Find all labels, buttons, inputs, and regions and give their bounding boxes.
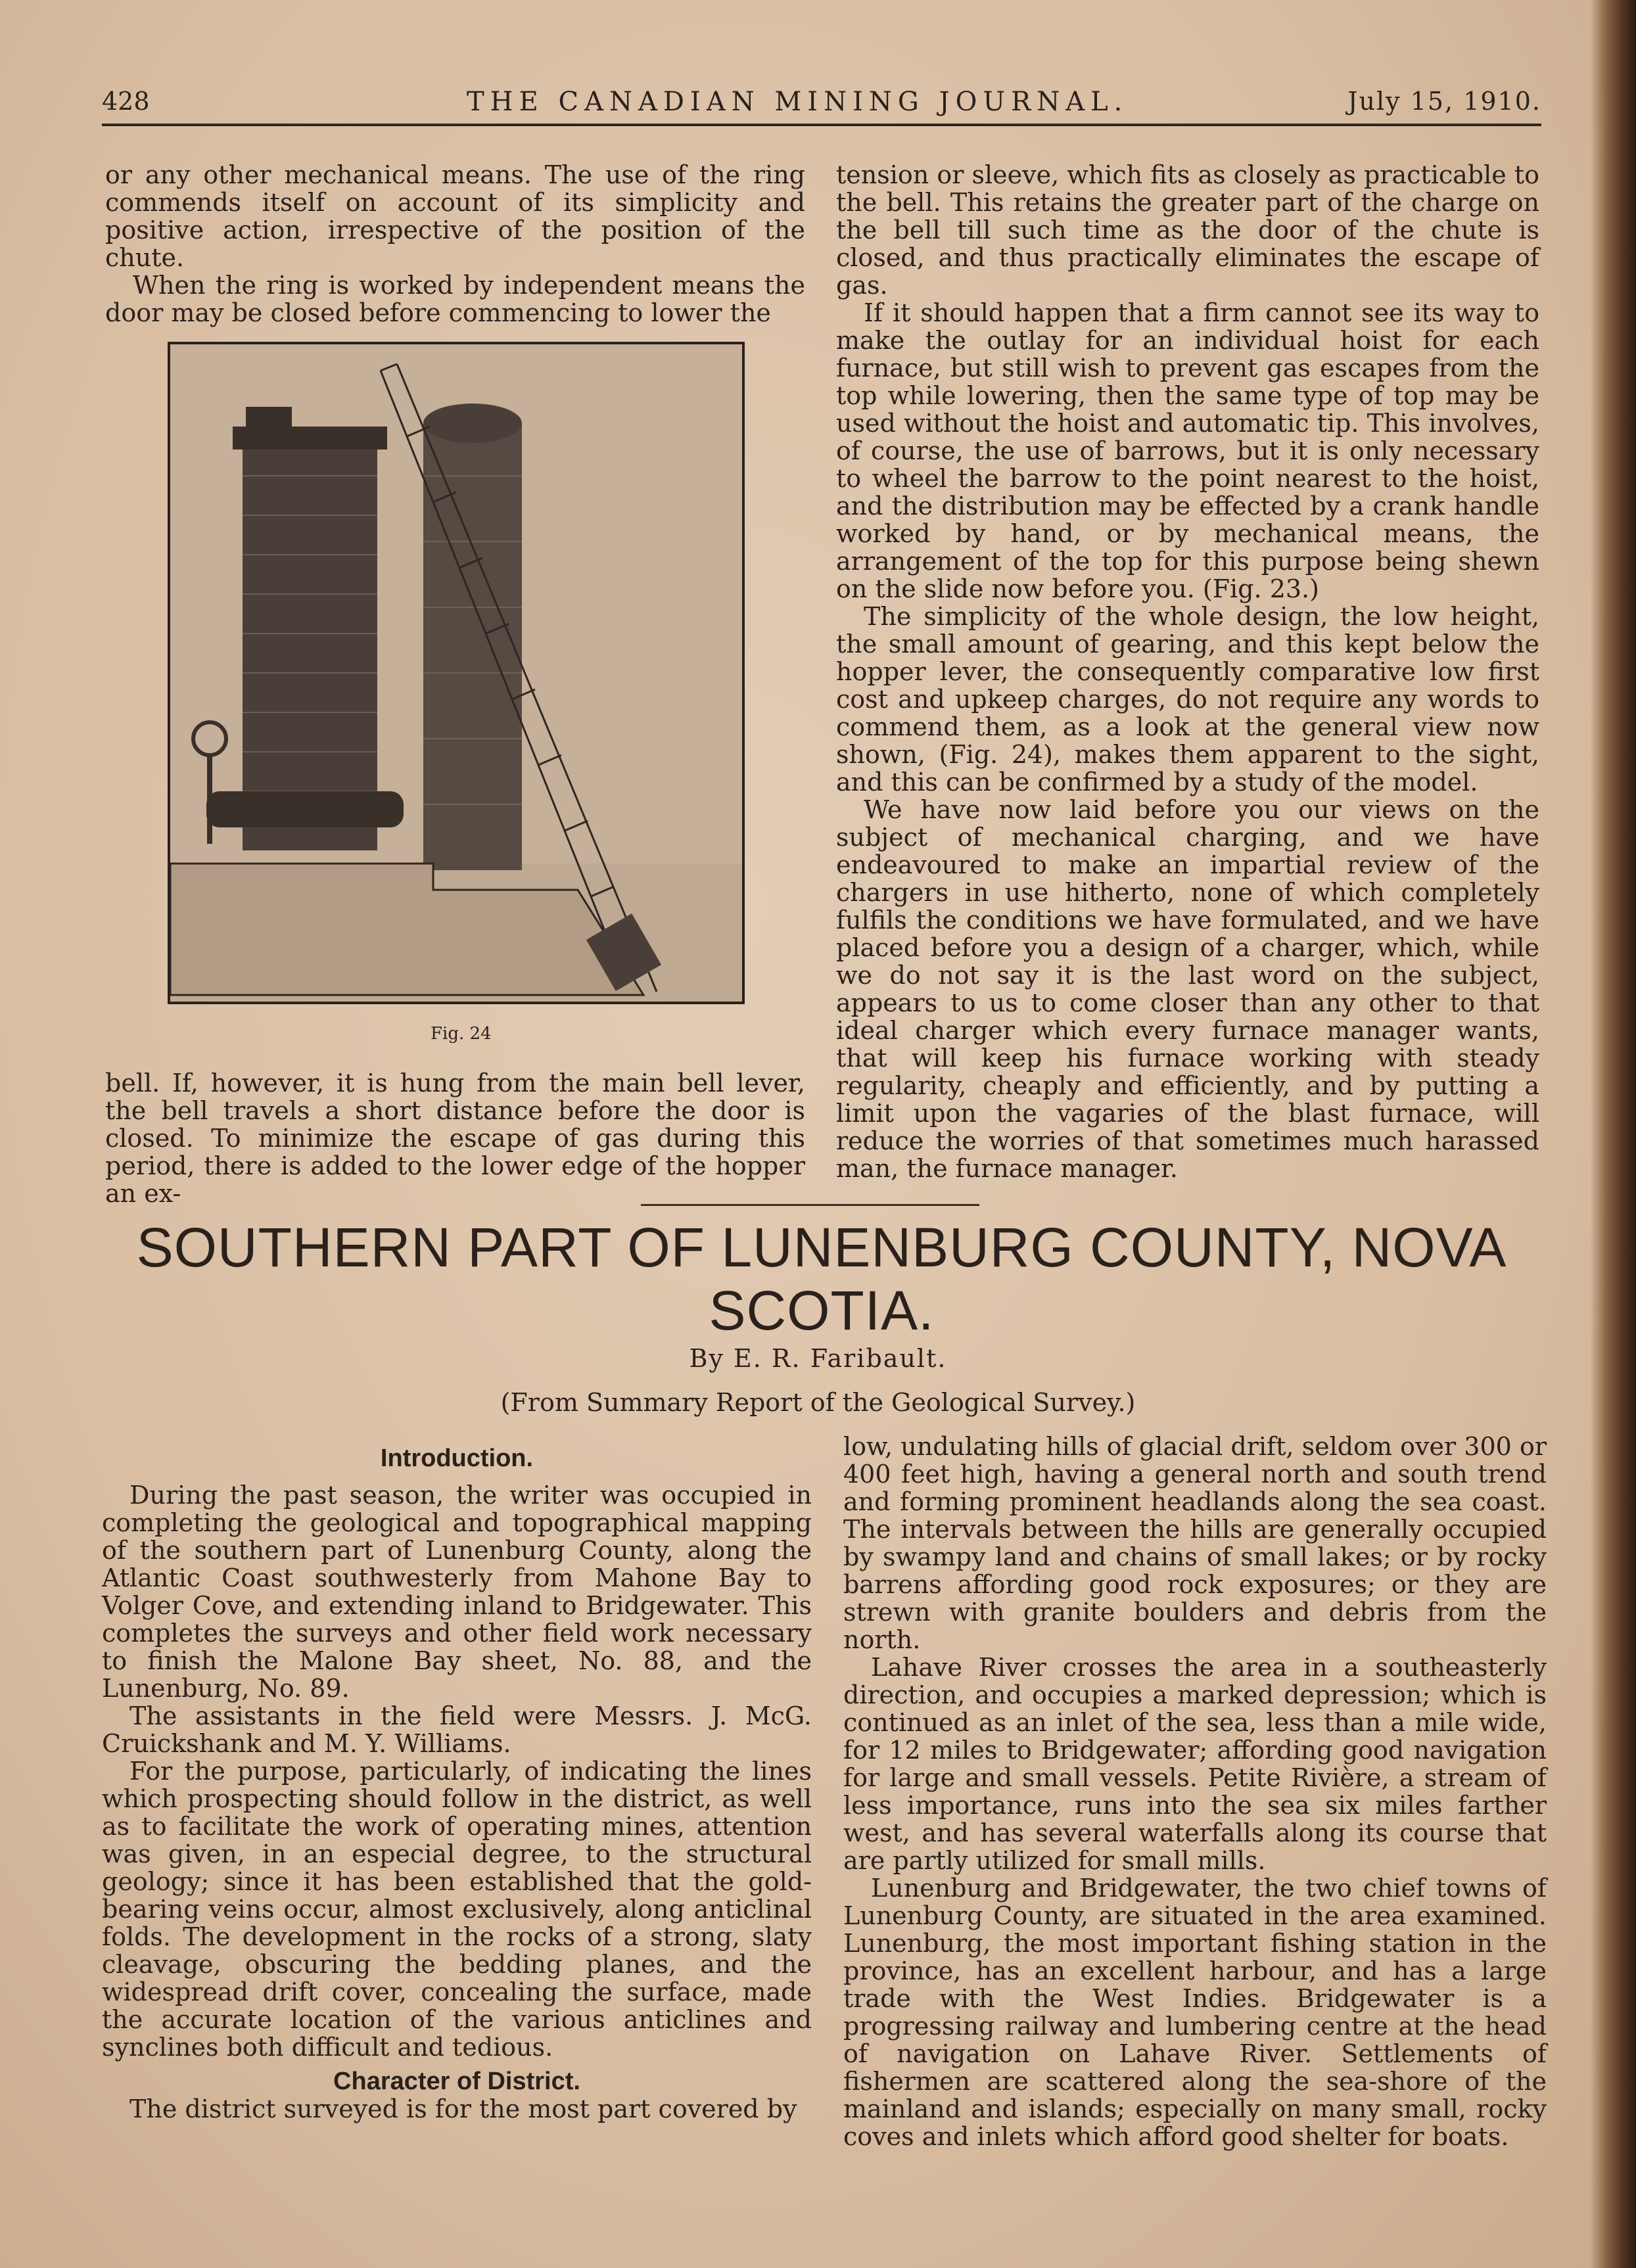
paragraph: Lahave River crosses the area in a southeasterly direction, and occupies a marked depression; which is continued as an inlet of the sea, less than a mile wide, for 12 miles to Bridgewater; affording good navigation for large and small vessels. Petite Rivière, a stream of less importance, runs into the sea six miles farther west, and has several waterfalls along its course that are partly utilized for small mills.: [843, 1653, 1547, 1875]
article1-column1-bottom: [105, 1069, 805, 1207]
article2-column2: [843, 1433, 1547, 2150]
paragraph: During the past season, the writer was occupied in completing the geological and topographical mapping of the southern part of Lunenburg County, along the Atlantic Coast southwesterly from Mahone Bay to Volger Cove, and extending inland to Bridgewater. This completes the surveys and other field work necessary to finish the Malone Bay sheet, No. 88, and the Lunenburg, No. 89.: [102, 1481, 812, 1703]
article-divider: [641, 1204, 979, 1206]
paragraph: Lunenburg and Bridgewater, the two chief towns of Lunenburg County, are situated in the area examined. Lunenburg, the most important fishing station in the province, has an excellent harbour, and has a large trade with the West Indies. Bridgewater is a progressing railway and lumbering centre at the head of navigation on Lahave River. Settlements of fishermen are scattered along the sea-shore of the mainland and islands; especially on many small, rocky coves and inlets which afford good shelter for boats.: [843, 1874, 1547, 2151]
paragraph: The district surveyed is for the most part covered by: [129, 2094, 797, 2123]
article1-column2: [836, 161, 1539, 1182]
blast-furnace-illustration: [170, 344, 742, 1002]
figure-caption: Fig. 24: [431, 1024, 492, 1044]
article1-column1-top: [105, 161, 805, 327]
page-spine-shadow: [1590, 0, 1636, 2268]
page-number: 428: [102, 87, 150, 116]
paragraph: The assistants in the field were Messrs. J. McG. Cruickshank and M. Y. Williams.: [102, 1701, 812, 1758]
paragraph: tension or sleeve, which fits as closely as practicable to the bell. This retains the greater part of the charge on the bell till such time as the door of the chute is closed, and thus practically eliminates the escape of gas.: [836, 160, 1539, 300]
page-header: [102, 84, 1541, 126]
paragraph: We have now laid before you our views on the subject of mechanical charging, and we have endeavoured to make an impartial review of the chargers in use hitherto, none of which completely fulfils the conditions we have formulated, and we have placed before you a design of a charger, which, while we do not say it is the last word on the subject, appears to us to come closer than any other to that ideal charger which every furnace manager wants, that will keep his furnace working with steady regularity, cheaply and efficiently, and by putting a limit upon the vagaries of the blast furnace, will reduce the worries of that sometimes much harassed man, the furnace manager.: [836, 795, 1539, 1183]
article-source: (From Summary Report of the Geological Survey.): [500, 1388, 1136, 1417]
paragraph: The simplicity of the whole design, the low height, the small amount of gearing, and this kept below the hopper lever, the consequently comparative low first cost and upkeep charges, do not require any words to commend them, as a look at the general view now shown, (Fig. 24), makes them apparent to the sight, and this can be confirmed by a study of the model.: [836, 602, 1539, 797]
paragraph: If it should happen that a firm cannot see its way to make the outlay for an individual hoist for each furnace, but still wish to prevent gas escapes from the top while lowering, then the same type of top may be used without the hoist and automatic tip. This involves, of course, the use of barrows, but it is only necessary to wheel the barrow to the point nearest to the hoist, and the distribution may be effected by a crank handle worked by hand, or by mechanical means, the arrangement of the top for this purpose being shewn on the slide now before you. (Fig. 23.): [836, 298, 1539, 603]
paragraph: For the purpose, particularly, of indicating the lines which prospecting should follow in the district, as well as to facilitate the work of operating mines, attention was given, in an especial degree, to the structural geology; since it has been established that the gold-bearing veins occur, almost exclusively, along anticlinal folds. The development in the rocks of a strong, slaty cleavage, obscuring the bedding planes, and the widespread drift cover, concealing the surface, made the accurate location of the various anticlines and synclines both difficult and tedious.: [102, 1757, 812, 2062]
paragraph: or any other mechanical means. The use of the ring commends itself on account of its simplicity and positive action, irrespective of the position of the chute.: [105, 160, 805, 272]
section-heading-character: Character of District.: [333, 2068, 580, 2095]
journal-title: THE CANADIAN MINING JOURNAL.: [467, 87, 1129, 117]
paragraph: low, undulating hills of glacial drift, seldom over 300 or 400 feet high, having a general north and south trend and forming prominent headlands along the sea coast. The intervals between the hills are generally occupied by swampy land and chains of small lakes; or by rocky barrens affording good rock exposures; or they are strewn with granite boulders and debris from the north.: [843, 1432, 1547, 1654]
article-title: SOUTHERN PART OF LUNENBURG COUNTY, NOVA SCOTIA.: [136, 1216, 1507, 1341]
section-heading-introduction: Introduction.: [380, 1445, 534, 1472]
issue-date: July 15, 1910.: [1347, 87, 1541, 116]
paragraph: bell. If, however, it is hung from the main bell lever, the bell travels a short distance before the door is closed. To minimize the escape of gas during this period, there is added to the lower edge of the hopper an ex-: [105, 1069, 805, 1208]
article2-column1: [102, 1445, 812, 2123]
blast-furnace-figure: [168, 342, 745, 1004]
article-byline: By E. R. Faribault.: [689, 1344, 947, 1373]
paragraph: When the ring is worked by independent means the door may be closed before commencing to lower the: [105, 271, 805, 327]
